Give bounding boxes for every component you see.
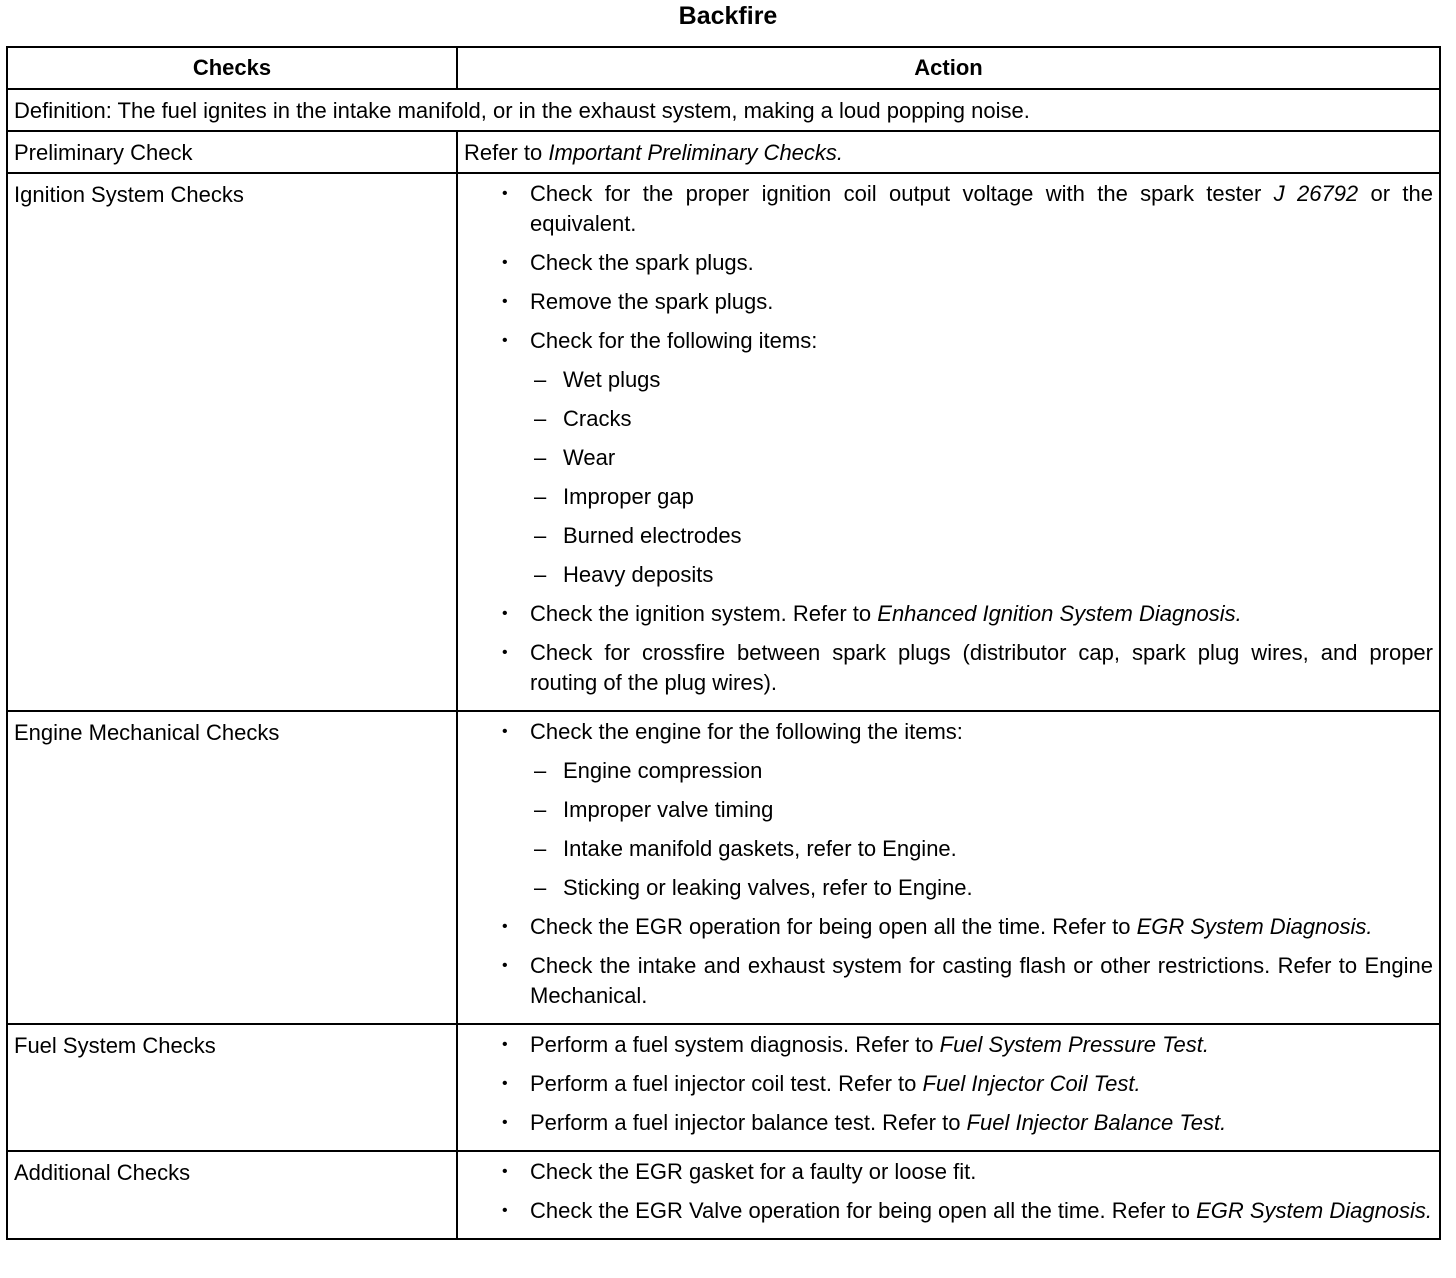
item-text: Check for crossfire between spark plugs (distributor cap, spark plug wires, and proper routing of the plug wires). xyxy=(530,640,1433,695)
reference-link: Enhanced Ignition System Diagnosis. xyxy=(877,601,1242,626)
definition: Definition: The fuel ignites in the intake manifold, or in the exhaust system, making a loud popping noise. xyxy=(7,89,1440,131)
bullet-item xyxy=(464,638,1433,698)
bullet-item xyxy=(464,179,1433,239)
reference-link: J 26792 xyxy=(1273,181,1359,206)
action-cell xyxy=(457,711,1440,1024)
reference-link: EGR System Diagnosis. xyxy=(1196,1198,1433,1223)
bullet-item xyxy=(464,326,1433,356)
item-text: or the equivalent. xyxy=(530,181,1434,236)
item-text: Intake manifold gaskets, refer to Engine. xyxy=(563,836,957,861)
bullet-item xyxy=(464,1108,1433,1138)
action-cell xyxy=(457,1024,1440,1151)
check-label: Engine Mechanical Checks xyxy=(7,711,457,1024)
item-text: Check the engine for the following the items: xyxy=(530,719,963,744)
sub-item xyxy=(464,404,1433,434)
table-row xyxy=(7,711,1440,1024)
sub-item xyxy=(464,873,1433,903)
item-text: Check the intake and exhaust system for casting flash or other restrictions. Refer to Engine Mechanical. xyxy=(530,953,1433,1008)
reference-link: Fuel System Pressure Test. xyxy=(939,1032,1210,1057)
bullet-item xyxy=(464,951,1433,1011)
reference-link: Important Preliminary Checks. xyxy=(548,140,844,165)
sub-item xyxy=(464,560,1433,590)
sub-item xyxy=(464,834,1433,864)
item-text: Check the EGR operation for being open all the time. Refer to xyxy=(530,914,1137,939)
diagnosis-table xyxy=(6,46,1441,1240)
item-text: Perform a fuel injector balance test. Refer to xyxy=(530,1110,967,1135)
sub-item xyxy=(464,365,1433,395)
check-label: Ignition System Checks xyxy=(7,173,457,711)
bullet-item xyxy=(464,1069,1433,1099)
bullet-item xyxy=(464,717,1433,747)
sub-item xyxy=(464,482,1433,512)
item-text: Improper gap xyxy=(563,484,694,509)
reference-link: Fuel Injector Balance Test. xyxy=(966,1110,1227,1135)
item-text: Check the EGR Valve operation for being open all the time. Refer to xyxy=(530,1198,1197,1223)
table-row xyxy=(7,1151,1440,1239)
bullet-item xyxy=(464,248,1433,278)
item-text: Cracks xyxy=(563,406,632,431)
bullet-item xyxy=(464,287,1433,317)
item-text: Check the spark plugs. xyxy=(530,250,754,275)
sub-item xyxy=(464,443,1433,473)
item-text: Sticking or leaking valves, refer to Engine. xyxy=(563,875,973,900)
action-cell xyxy=(457,1151,1440,1239)
action-cell xyxy=(457,131,1440,173)
item-text: Perform a fuel injector coil test. Refer to xyxy=(530,1071,923,1096)
item-text: Remove the spark plugs. xyxy=(530,289,774,314)
document-title: Backfire xyxy=(678,2,778,30)
action-text: Refer to xyxy=(464,140,549,165)
header-checks: Checks xyxy=(7,47,457,89)
table-row xyxy=(7,173,1440,711)
item-text: Check for the proper ignition coil output voltage with the spark tester xyxy=(530,181,1274,206)
item-text: Check for the following items: xyxy=(530,328,818,353)
item-text: Engine compression xyxy=(563,758,763,783)
check-label: Fuel System Checks xyxy=(7,1024,457,1151)
header-action: Action xyxy=(457,47,1440,89)
reference-link: Fuel Injector Coil Test. xyxy=(922,1071,1141,1096)
sub-item xyxy=(464,795,1433,825)
item-text: Improper valve timing xyxy=(563,797,774,822)
item-text: Check the EGR gasket for a faulty or loose fit. xyxy=(530,1159,977,1184)
item-text: Perform a fuel system diagnosis. Refer to xyxy=(530,1032,940,1057)
bullet-item xyxy=(464,912,1433,942)
item-text: Wet plugs xyxy=(563,367,661,392)
item-text: Wear xyxy=(563,445,616,470)
table-row xyxy=(7,1024,1440,1151)
item-text: Heavy deposits xyxy=(563,562,714,587)
sub-item xyxy=(464,756,1433,786)
bullet-item xyxy=(464,1030,1433,1060)
sub-item xyxy=(464,521,1433,551)
bullet-item xyxy=(464,1157,1433,1187)
bullet-item xyxy=(464,599,1433,629)
reference-link: EGR System Diagnosis. xyxy=(1136,914,1373,939)
item-text: Check the ignition system. Refer to xyxy=(530,601,878,626)
check-label: Additional Checks xyxy=(7,1151,457,1239)
check-label: Preliminary Check xyxy=(7,131,457,173)
action-cell xyxy=(457,173,1440,711)
item-text: Burned electrodes xyxy=(563,523,742,548)
bullet-item xyxy=(464,1196,1433,1226)
